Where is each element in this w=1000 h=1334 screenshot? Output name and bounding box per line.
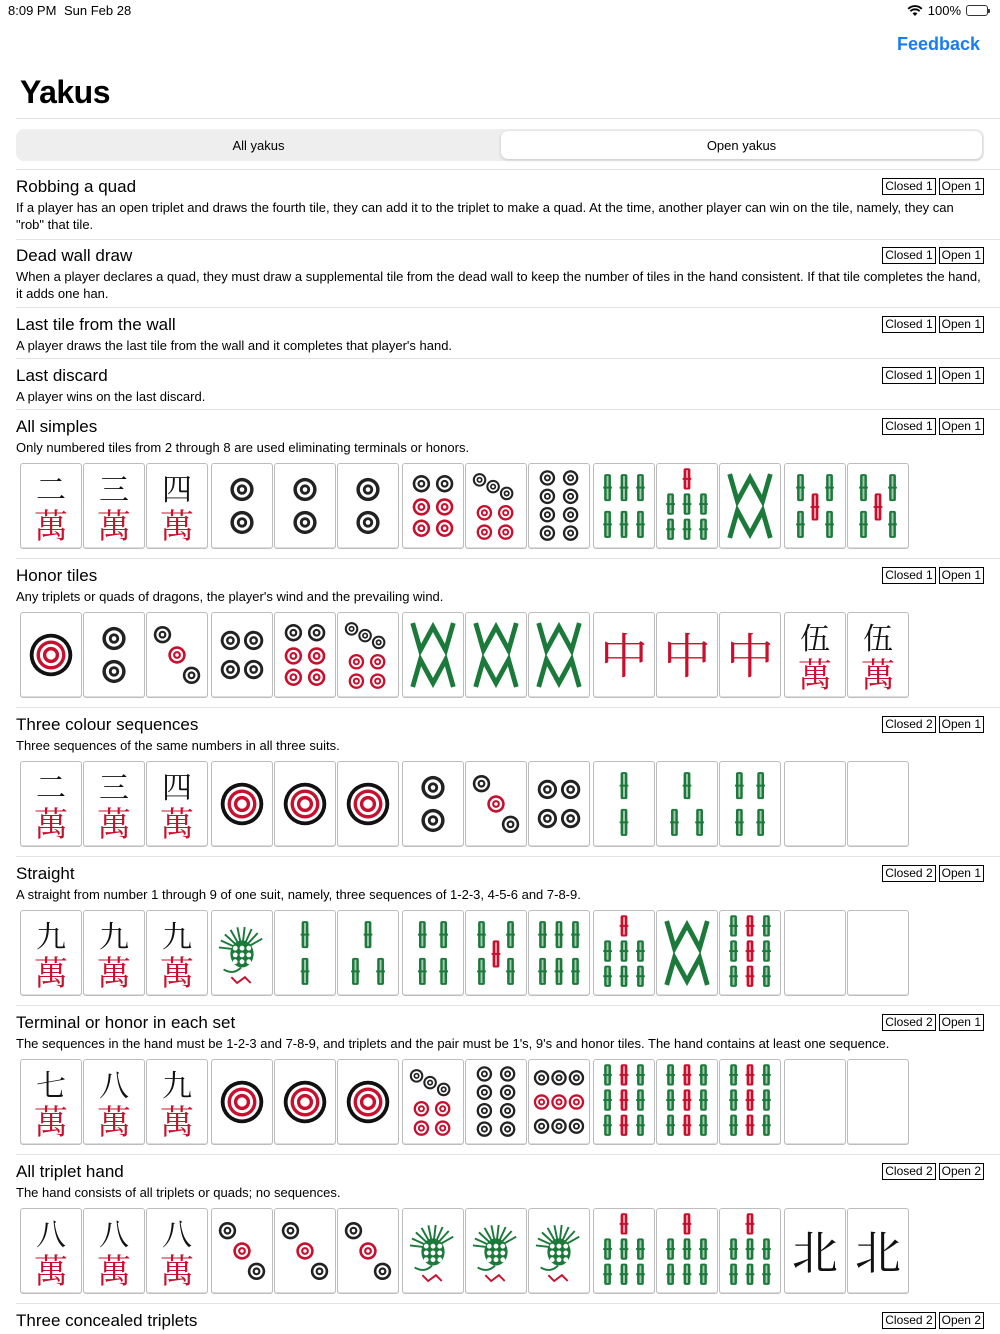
han-badges bbox=[882, 716, 984, 733]
svg-text:九: 九 bbox=[162, 920, 192, 955]
svg-text:萬: 萬 bbox=[97, 1103, 131, 1142]
dot-1-tile bbox=[274, 761, 336, 847]
character-5-tile bbox=[784, 612, 846, 698]
bamboo-7-tile bbox=[593, 1208, 655, 1294]
dot-8-tile bbox=[465, 1059, 527, 1145]
svg-text:萬: 萬 bbox=[160, 1252, 194, 1291]
red-tile bbox=[593, 612, 655, 698]
example-hand bbox=[20, 1208, 910, 1294]
han-badges bbox=[882, 418, 984, 435]
bamboo-1-tile bbox=[465, 1208, 527, 1294]
bamboo-o-tile bbox=[847, 761, 909, 847]
dot-8-tile bbox=[528, 463, 590, 549]
bamboo-9-tile bbox=[719, 910, 781, 996]
svg-text:九: 九 bbox=[162, 1069, 192, 1104]
divider bbox=[16, 358, 1000, 359]
svg-text:萬: 萬 bbox=[34, 954, 68, 993]
yaku-name: All triplet hand bbox=[16, 1162, 124, 1181]
dot-2-tile bbox=[274, 463, 336, 549]
bamboo-8-tile bbox=[656, 910, 718, 996]
character-4-tile bbox=[146, 463, 208, 549]
dot-3-tile bbox=[211, 1208, 273, 1294]
divider bbox=[16, 856, 1000, 857]
han-badges bbox=[882, 367, 984, 384]
divider bbox=[16, 118, 1000, 119]
character-5-tile bbox=[847, 612, 909, 698]
svg-text:萬: 萬 bbox=[160, 954, 194, 993]
yaku-description: If a player has an open triplet and draws the fourth tile, they can add it to the triplet to make a quad. At the time, another player can win on the tile, namely, they can "rob" that tile. bbox=[16, 200, 954, 232]
character-3-tile bbox=[83, 463, 145, 549]
page-title: Yakus bbox=[20, 74, 111, 110]
han-badges bbox=[882, 316, 984, 333]
character-7-tile bbox=[20, 1059, 82, 1145]
svg-text:中: 中 bbox=[725, 629, 775, 685]
svg-text:萬: 萬 bbox=[97, 1252, 131, 1291]
character-8-tile bbox=[83, 1059, 145, 1145]
example-hand bbox=[20, 761, 910, 847]
red-tile bbox=[656, 612, 718, 698]
dot-3-tile bbox=[337, 1208, 399, 1294]
open-han-badge: Open 1 bbox=[939, 247, 984, 264]
svg-text:萬: 萬 bbox=[861, 656, 895, 695]
bamboo-2-tile bbox=[593, 761, 655, 847]
dot-1-tile bbox=[211, 1059, 273, 1145]
closed-han-badge: Closed 1 bbox=[882, 178, 935, 195]
yaku-description: Any triplets or quads of dragons, the player's wind and the prevailing wind. bbox=[16, 589, 444, 604]
svg-text:四: 四 bbox=[162, 771, 192, 806]
divider bbox=[16, 558, 1000, 559]
open-han-badge: Open 1 bbox=[939, 567, 984, 584]
bamboo-4-tile bbox=[402, 910, 464, 996]
yaku-description: The sequences in the hand must be 1-2-3 and 7-8-9, and triplets and the pair must be 1's, 9's and honor tiles. The hand contains at least one sequence. bbox=[16, 1036, 890, 1051]
open-han-badge: Open 1 bbox=[939, 865, 984, 882]
character-9-tile bbox=[146, 910, 208, 996]
open-han-badge: Open 2 bbox=[939, 1312, 984, 1329]
blank-tile bbox=[784, 910, 846, 996]
status-date: Sun Feb 28 bbox=[64, 3, 132, 18]
svg-text:八: 八 bbox=[36, 1218, 66, 1253]
character-8-tile bbox=[83, 1208, 145, 1294]
yaku-filter-segmented-control bbox=[16, 129, 984, 161]
closed-han-badge: Closed 1 bbox=[882, 247, 935, 264]
yaku-name: Terminal or honor in each set bbox=[16, 1013, 236, 1032]
blank-tile bbox=[847, 1059, 909, 1145]
dot-1-tile bbox=[274, 1059, 336, 1145]
wifi-icon bbox=[907, 5, 923, 17]
han-badges bbox=[882, 1163, 984, 1180]
bamboo-8-tile bbox=[402, 612, 464, 698]
feedback-button[interactable]: Feedback bbox=[896, 34, 980, 54]
han-badges bbox=[882, 567, 984, 584]
yaku-description: Three sequences of the same numbers in all three suits. bbox=[16, 738, 340, 753]
yaku-description: A straight from number 1 through 9 of one suit, namely, three sequences of 1-2-3, 4-5-6 and 7-8-9. bbox=[16, 887, 581, 902]
dot-1-tile bbox=[337, 761, 399, 847]
open-han-badge: Open 1 bbox=[939, 316, 984, 333]
svg-text:伍: 伍 bbox=[863, 622, 893, 657]
yaku-name: Three colour sequences bbox=[16, 715, 199, 734]
character-4-tile bbox=[146, 761, 208, 847]
character-2-tile bbox=[20, 761, 82, 847]
dot-1-tile bbox=[337, 1059, 399, 1145]
battery-percent: 100% bbox=[927, 3, 961, 18]
svg-text:三: 三 bbox=[99, 771, 129, 806]
yaku-name: Straight bbox=[16, 864, 75, 883]
example-hand bbox=[20, 463, 910, 549]
dot-2-tile bbox=[211, 463, 273, 549]
svg-text:萬: 萬 bbox=[160, 1103, 194, 1142]
svg-text:伍: 伍 bbox=[800, 622, 830, 657]
bamboo-9-tile bbox=[593, 1059, 655, 1145]
open-han-badge: Open 1 bbox=[939, 418, 984, 435]
yaku-name: Dead wall draw bbox=[16, 246, 133, 265]
dot-3-tile bbox=[274, 1208, 336, 1294]
svg-text:七: 七 bbox=[36, 1069, 66, 1104]
closed-han-badge: Closed 2 bbox=[882, 1312, 935, 1329]
dot-3-tile bbox=[465, 761, 527, 847]
yaku-description: A player draws the last tile from the wall and it completes that player's hand. bbox=[16, 338, 453, 353]
bamboo-5-tile bbox=[847, 463, 909, 549]
open-han-badge: Open 1 bbox=[939, 178, 984, 195]
character-9-tile bbox=[146, 1059, 208, 1145]
bamboo-7-tile bbox=[656, 1208, 718, 1294]
svg-text:二: 二 bbox=[36, 771, 66, 806]
svg-text:三: 三 bbox=[99, 473, 129, 508]
open-han-badge: Open 1 bbox=[939, 716, 984, 733]
closed-han-badge: Closed 2 bbox=[882, 716, 935, 733]
character-2-tile bbox=[20, 463, 82, 549]
bamboo-9-tile bbox=[719, 1059, 781, 1145]
bamboo-7-tile bbox=[656, 463, 718, 549]
yaku-description: When a player declares a quad, they must draw a supplemental tile from the dead wall to keep the number of tiles in the hand consistent. If that tile completes the hand, it adds one han. bbox=[16, 269, 981, 301]
bamboo-3-tile bbox=[337, 910, 399, 996]
dot-7-tile bbox=[465, 463, 527, 549]
han-badges bbox=[882, 865, 984, 882]
svg-text:萬: 萬 bbox=[97, 805, 131, 844]
svg-text:八: 八 bbox=[99, 1069, 129, 1104]
svg-text:萬: 萬 bbox=[798, 656, 832, 695]
svg-text:四: 四 bbox=[162, 473, 192, 508]
svg-text:中: 中 bbox=[599, 629, 649, 685]
blank-tile bbox=[847, 910, 909, 996]
dot-1-tile bbox=[20, 612, 82, 698]
han-badges bbox=[882, 247, 984, 264]
bamboo-2-tile bbox=[274, 910, 336, 996]
bamboo-3-tile bbox=[656, 761, 718, 847]
dot-3-tile bbox=[146, 612, 208, 698]
closed-han-badge: Closed 2 bbox=[882, 865, 935, 882]
closed-han-badge: Closed 1 bbox=[882, 367, 935, 384]
divider bbox=[16, 707, 1000, 708]
divider bbox=[16, 239, 1000, 240]
yaku-name: Three concealed triplets bbox=[16, 1311, 198, 1330]
closed-han-badge: Closed 1 bbox=[882, 567, 935, 584]
bamboo-8-tile bbox=[719, 463, 781, 549]
divider bbox=[16, 169, 1000, 170]
svg-text:八: 八 bbox=[99, 1218, 129, 1253]
character-8-tile bbox=[20, 1208, 82, 1294]
bamboo-7-tile bbox=[719, 1208, 781, 1294]
bamboo-5-tile bbox=[784, 463, 846, 549]
closed-han-badge: Closed 2 bbox=[882, 1163, 935, 1180]
status-bar bbox=[0, 0, 1000, 22]
svg-text:八: 八 bbox=[162, 1218, 192, 1253]
example-hand bbox=[20, 910, 910, 996]
closed-han-badge: Closed 1 bbox=[882, 418, 935, 435]
divider bbox=[16, 307, 1000, 308]
svg-text:萬: 萬 bbox=[34, 507, 68, 546]
yaku-name: Last discard bbox=[16, 366, 108, 385]
divider bbox=[16, 409, 1000, 410]
bamboo-5-tile bbox=[465, 910, 527, 996]
han-badges bbox=[882, 178, 984, 195]
yaku-name: All simples bbox=[16, 417, 98, 436]
svg-text:九: 九 bbox=[99, 920, 129, 955]
svg-text:中: 中 bbox=[662, 629, 712, 685]
tab-open-yakus[interactable]: Open yakus bbox=[501, 131, 982, 159]
yaku-description: The hand consists of all triplets or quads; no sequences. bbox=[16, 1185, 341, 1200]
red-tile bbox=[719, 612, 781, 698]
dot-7-tile bbox=[402, 1059, 464, 1145]
status-time: 8:09 PM bbox=[8, 3, 57, 18]
yaku-name: Last tile from the wall bbox=[16, 315, 176, 334]
svg-text:萬: 萬 bbox=[34, 1103, 68, 1142]
svg-text:萬: 萬 bbox=[34, 805, 68, 844]
dot-4-tile bbox=[528, 761, 590, 847]
dot-4-tile bbox=[211, 612, 273, 698]
status-right bbox=[907, 3, 988, 18]
open-han-badge: Open 1 bbox=[939, 367, 984, 384]
battery-icon bbox=[966, 5, 988, 16]
closed-han-badge: Closed 2 bbox=[882, 1014, 935, 1031]
bamboo-8-tile bbox=[465, 612, 527, 698]
character-9-tile bbox=[20, 910, 82, 996]
svg-text:北: 北 bbox=[792, 1226, 838, 1280]
closed-han-badge: Closed 1 bbox=[882, 316, 935, 333]
north-tile bbox=[847, 1208, 909, 1294]
example-hand bbox=[20, 612, 910, 698]
svg-text:萬: 萬 bbox=[97, 954, 131, 993]
open-han-badge: Open 2 bbox=[939, 1163, 984, 1180]
han-badges bbox=[882, 1014, 984, 1031]
bamboo-6-tile bbox=[593, 463, 655, 549]
svg-text:北: 北 bbox=[855, 1226, 901, 1280]
divider bbox=[16, 1005, 1000, 1006]
dot-9-tile bbox=[528, 1059, 590, 1145]
yaku-description: Only numbered tiles from 2 through 8 are used eliminating terminals or honors. bbox=[16, 440, 470, 455]
bamboo-8-tile bbox=[528, 612, 590, 698]
character-3-tile bbox=[83, 761, 145, 847]
yaku-name: Honor tiles bbox=[16, 566, 98, 585]
svg-text:九: 九 bbox=[36, 920, 66, 955]
open-han-badge: Open 1 bbox=[939, 1014, 984, 1031]
bamboo-1-tile bbox=[402, 1208, 464, 1294]
dot-6-tile bbox=[274, 612, 336, 698]
tab-all-yakus[interactable]: All yakus bbox=[232, 137, 285, 153]
yaku-description: A player wins on the last discard. bbox=[16, 389, 206, 404]
han-badges bbox=[882, 1312, 984, 1329]
dot-2-tile bbox=[83, 612, 145, 698]
dot-2-tile bbox=[337, 463, 399, 549]
bamboo-4-tile bbox=[719, 761, 781, 847]
divider bbox=[16, 1303, 1000, 1304]
bamboo-1-tile bbox=[528, 1208, 590, 1294]
yaku-name: Robbing a quad bbox=[16, 177, 137, 196]
dot-2-tile bbox=[402, 761, 464, 847]
character-9-tile bbox=[83, 910, 145, 996]
dot-6-tile bbox=[402, 463, 464, 549]
bamboo-7-tile bbox=[593, 910, 655, 996]
dot-7-tile bbox=[337, 612, 399, 698]
blank-tile bbox=[784, 1059, 846, 1145]
bamboo-1-tile bbox=[211, 910, 273, 996]
north-tile bbox=[784, 1208, 846, 1294]
svg-text:萬: 萬 bbox=[160, 805, 194, 844]
svg-text:萬: 萬 bbox=[34, 1252, 68, 1291]
character-8-tile bbox=[146, 1208, 208, 1294]
bamboo-6-tile bbox=[528, 910, 590, 996]
example-hand bbox=[20, 1059, 910, 1145]
divider bbox=[16, 1154, 1000, 1155]
bamboo-9-tile bbox=[656, 1059, 718, 1145]
dot-1-tile bbox=[211, 761, 273, 847]
svg-text:萬: 萬 bbox=[97, 507, 131, 546]
svg-text:萬: 萬 bbox=[160, 507, 194, 546]
bamboo-o-tile bbox=[784, 761, 846, 847]
svg-text:二: 二 bbox=[36, 473, 66, 508]
